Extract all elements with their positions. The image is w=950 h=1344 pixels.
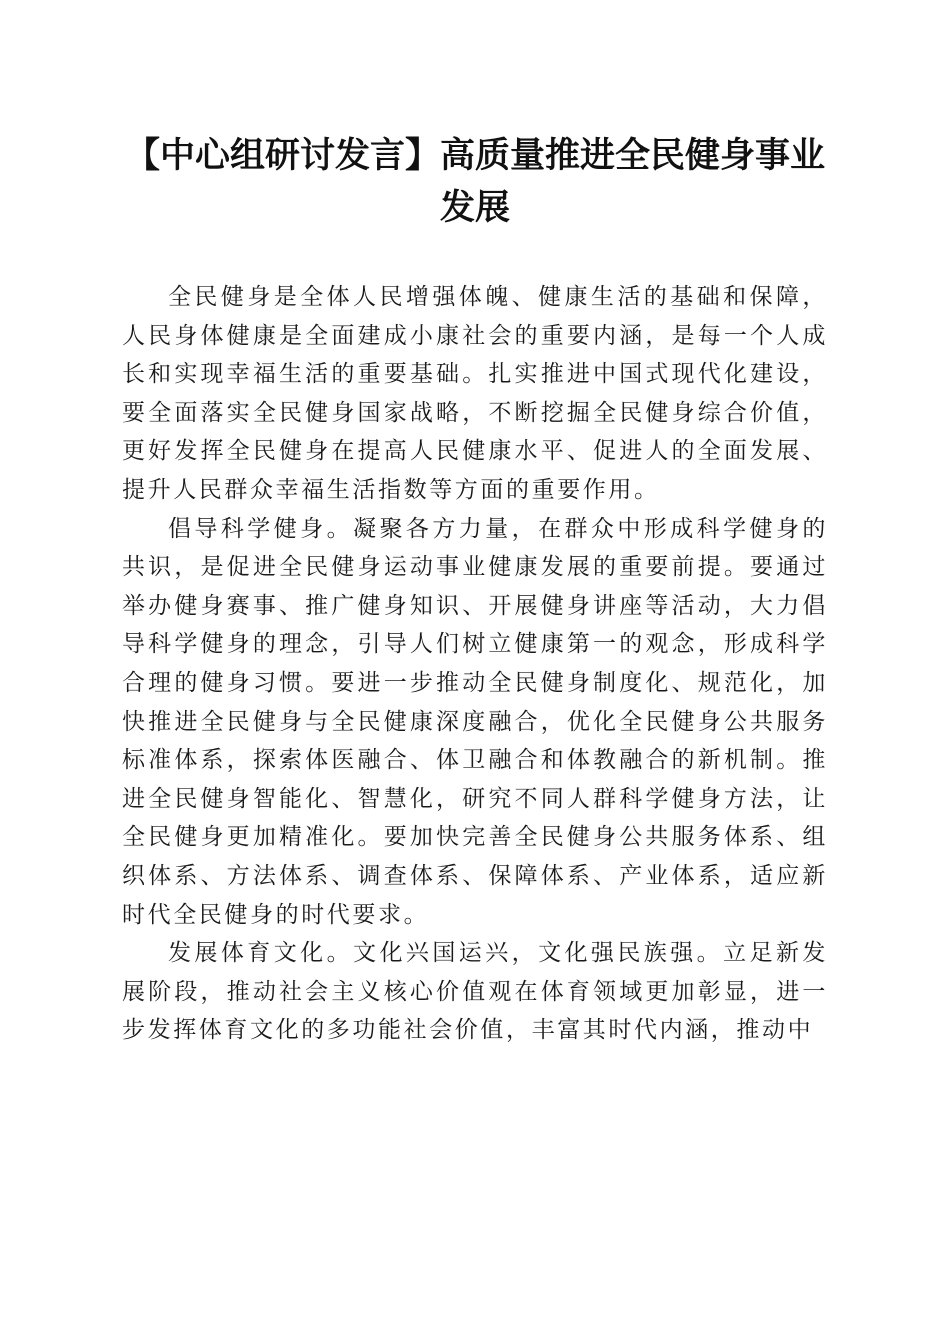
paragraph-sports-culture: 发展体育文化。文化兴国运兴，文化强民族强。立足新发展阶段，推动社会主义核心价值观在体育领域更加彰显，进一步发挥体育文化的多功能社会价值，丰富其时代内涵，推动中 bbox=[122, 940, 828, 1044]
paragraph-intro: 全民健身是全体人民增强体魄、健康生活的基础和保障，人民身体健康是全面建成小康社会的重要内涵，是每一个人成长和实现幸福生活的重要基础。扎实推进中国式现代化建设，要全面落实全民健身国家战略，不断挖掘全民健身综合价值，更好发挥全民健身在提高人民健康水平、促进人的全面发展、提升人民群众幸福生活指数等方面的重要作用。 bbox=[122, 284, 828, 503]
paragraph-scientific-fitness: 倡导科学健身。凝聚各方力量，在群众中形成科学健身的共识，是促进全民健身运动事业健康发展的重要前提。要通过举办健身赛事、推广健身知识、开展健身讲座等活动，大力倡导科学健身的理念，引导人们树立健康第一的观念，形成科学合理的健身习惯。要进一步推动全民健身制度化、规范化，加快推进全民健身与全民健康深度融合，优化全民健身公共服务标准体系，探索体医融合、体卫融合和体教融合的新机制。推进全民健身智能化、智慧化，研究不同人群科学健身方法，让全民健身更加精准化。要加快完善全民健身公共服务体系、组织体系、方法体系、调查体系、保障体系、产业体系，适应新时代全民健身的时代要求。 bbox=[122, 515, 828, 928]
document-title: 【中心组研讨发言】高质量推进全民健身事业发展 bbox=[124, 135, 825, 228]
document-body bbox=[122, 278, 828, 1050]
